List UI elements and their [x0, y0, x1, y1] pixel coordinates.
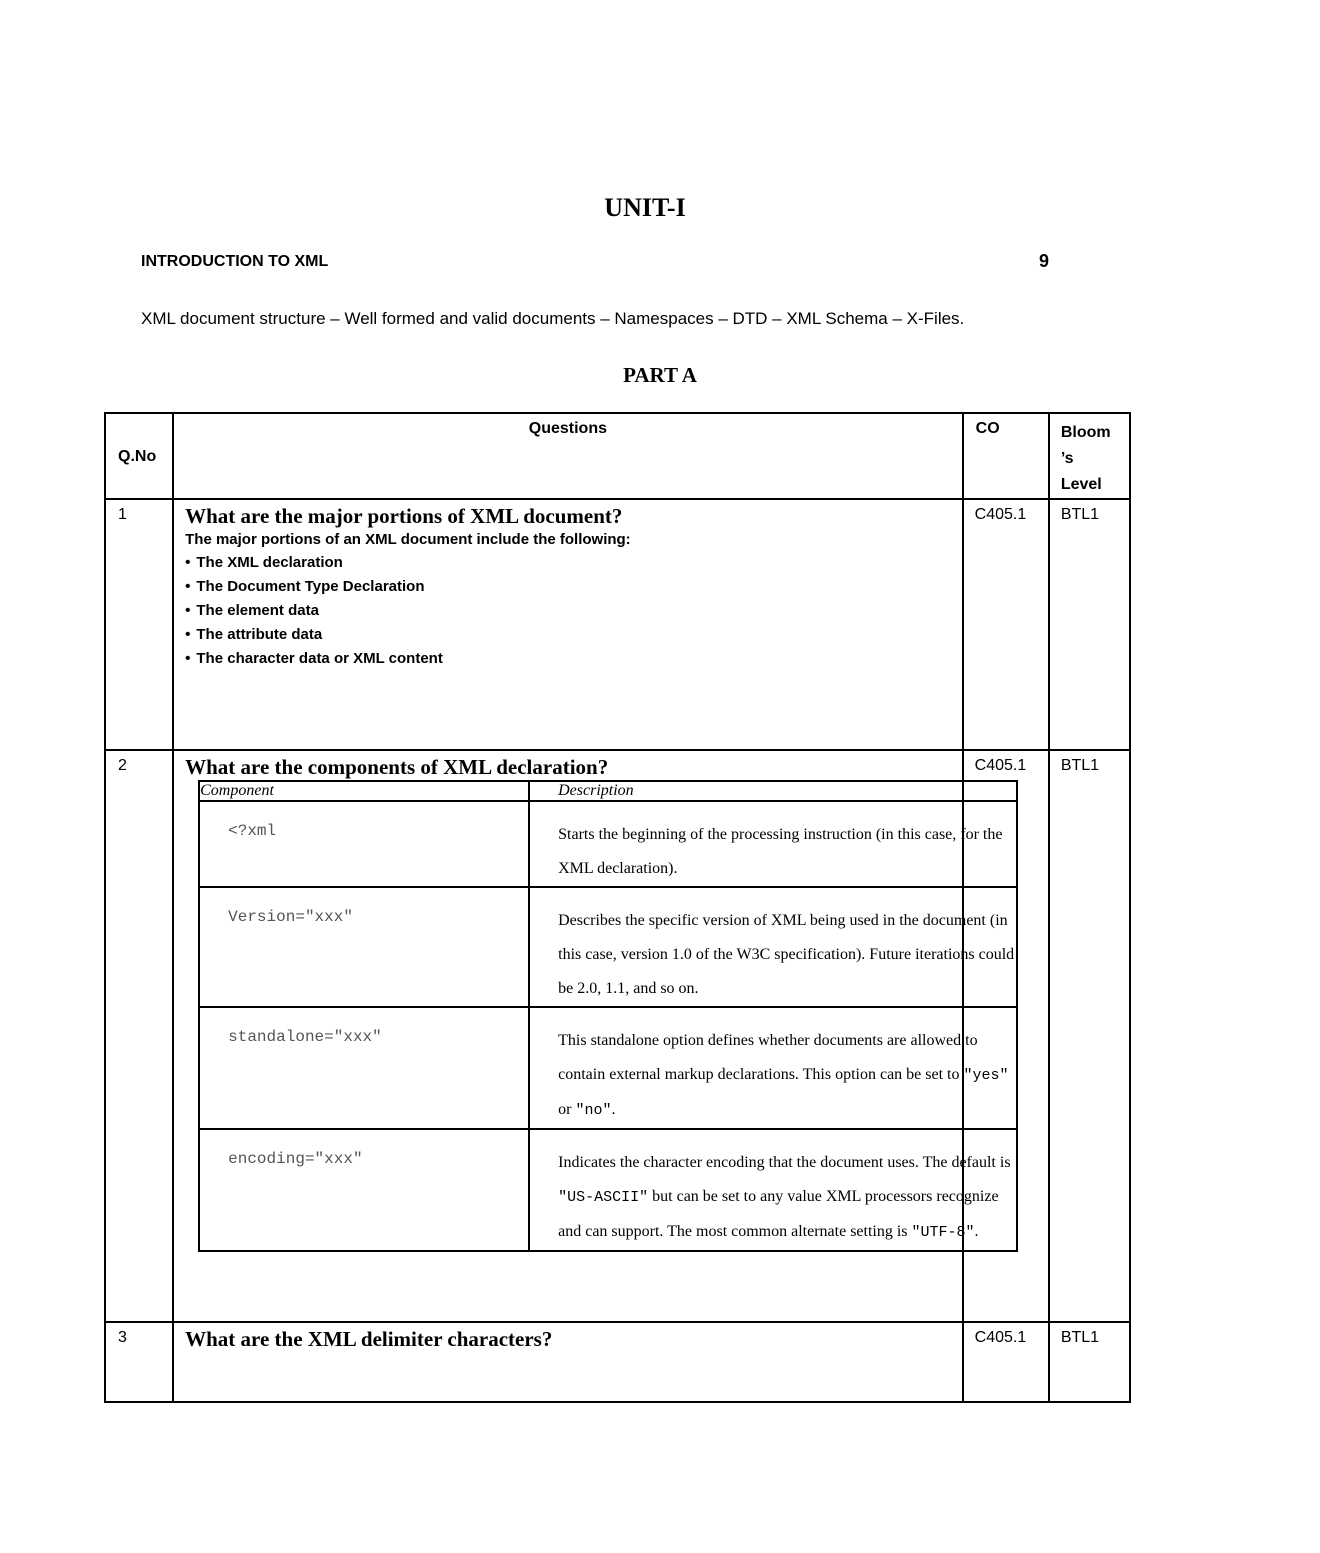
components-header-row	[199, 781, 1017, 801]
question-title: What are the XML delimiter characters?	[185, 1327, 553, 1351]
components-figure	[198, 780, 1015, 1310]
header-questions: Questions	[173, 413, 963, 499]
portions-list	[174, 551, 962, 671]
description-code: "yes"	[963, 1067, 1009, 1084]
question-number: 3	[105, 1322, 173, 1402]
table-row	[105, 499, 1130, 750]
table-row	[199, 887, 1017, 1007]
syllabus-text: XML document structure – Well formed and valid documents – Namespaces – DTD – XML Schema – X-Files.	[141, 309, 965, 328]
header-bloom-line3: Level	[1060, 476, 1102, 493]
question-number: 1	[105, 499, 173, 750]
table-row	[199, 801, 1017, 887]
table-row	[105, 1322, 1130, 1402]
component-description: Describes the specific version of XML being used in the document (in this case, version 1.0 of the W3C specification). Future iterations could be 2.0, 1.1, and so on.	[529, 887, 1017, 1007]
component-code: encoding="xxx"	[199, 1129, 529, 1251]
description-code: "UTF-8"	[911, 1224, 975, 1241]
question-title: What are the components of XML declaration?	[185, 755, 609, 779]
component-header: Component	[199, 781, 529, 801]
section-heading: INTRODUCTION TO XML	[141, 253, 329, 270]
table-row	[105, 750, 1130, 1322]
table-row	[199, 1007, 1017, 1129]
list-item: • The character data or XML content	[185, 647, 962, 671]
list-item: • The XML declaration	[185, 551, 962, 575]
question-cell	[173, 1322, 963, 1402]
co-code: C405.1	[963, 1322, 1049, 1402]
description-text: .	[974, 1223, 979, 1240]
list-item: • The Document Type Declaration	[185, 575, 962, 599]
component-code: Version="xxx"	[199, 887, 529, 1007]
header-co: CO	[963, 413, 1049, 499]
question-title: What are the major portions of XML document?	[185, 504, 623, 528]
unit-title: UNIT-I	[604, 193, 686, 222]
co-code: C405.1	[963, 499, 1049, 750]
co-code: C405.1	[963, 750, 1049, 1322]
description-text: or	[558, 1101, 576, 1118]
bloom-level: BTL1	[1049, 499, 1130, 750]
components-table	[198, 780, 1018, 1252]
question-cell	[173, 499, 963, 750]
component-description: Starts the beginning of the processing instruction (in this case, for the XML declaration).	[529, 801, 1017, 887]
header-bloom-line1: Bloom	[1060, 424, 1111, 441]
list-item: • The element data	[185, 599, 962, 623]
description-text: but can be set to any value XML processors recognize and can support. The most common alternate setting is	[558, 1188, 999, 1240]
table-row	[199, 1129, 1017, 1251]
header-bloom-line2: ’s	[1060, 450, 1074, 467]
hours-count: 9	[1039, 251, 1050, 271]
component-description	[529, 1007, 1017, 1129]
questions-table	[104, 412, 1131, 1403]
description-text: Indicates the character encoding that the document uses. The default is	[558, 1154, 1011, 1171]
description-text: .	[611, 1101, 616, 1118]
table-header-row	[105, 413, 1130, 499]
description-code: "US-ASCII"	[558, 1189, 649, 1206]
bloom-level: BTL1	[1049, 1322, 1130, 1402]
description-text: This standalone option defines whether documents are allowed to contain external markup declarations. This option can be set to	[558, 1032, 978, 1083]
bloom-level: BTL1	[1049, 750, 1130, 1322]
list-item: • The attribute data	[185, 623, 962, 647]
component-code: standalone="xxx"	[199, 1007, 529, 1129]
header-qno: Q.No	[105, 413, 173, 499]
part-title: PART A	[623, 363, 697, 387]
answer-intro: The major portions of an XML document include the following:	[185, 531, 631, 548]
question-number: 2	[105, 750, 173, 1322]
component-code: <?xml	[199, 801, 529, 887]
component-description	[529, 1129, 1017, 1251]
header-bloom-level	[1049, 413, 1130, 499]
description-header: Description	[529, 781, 1017, 801]
description-code: "no"	[575, 1102, 612, 1119]
